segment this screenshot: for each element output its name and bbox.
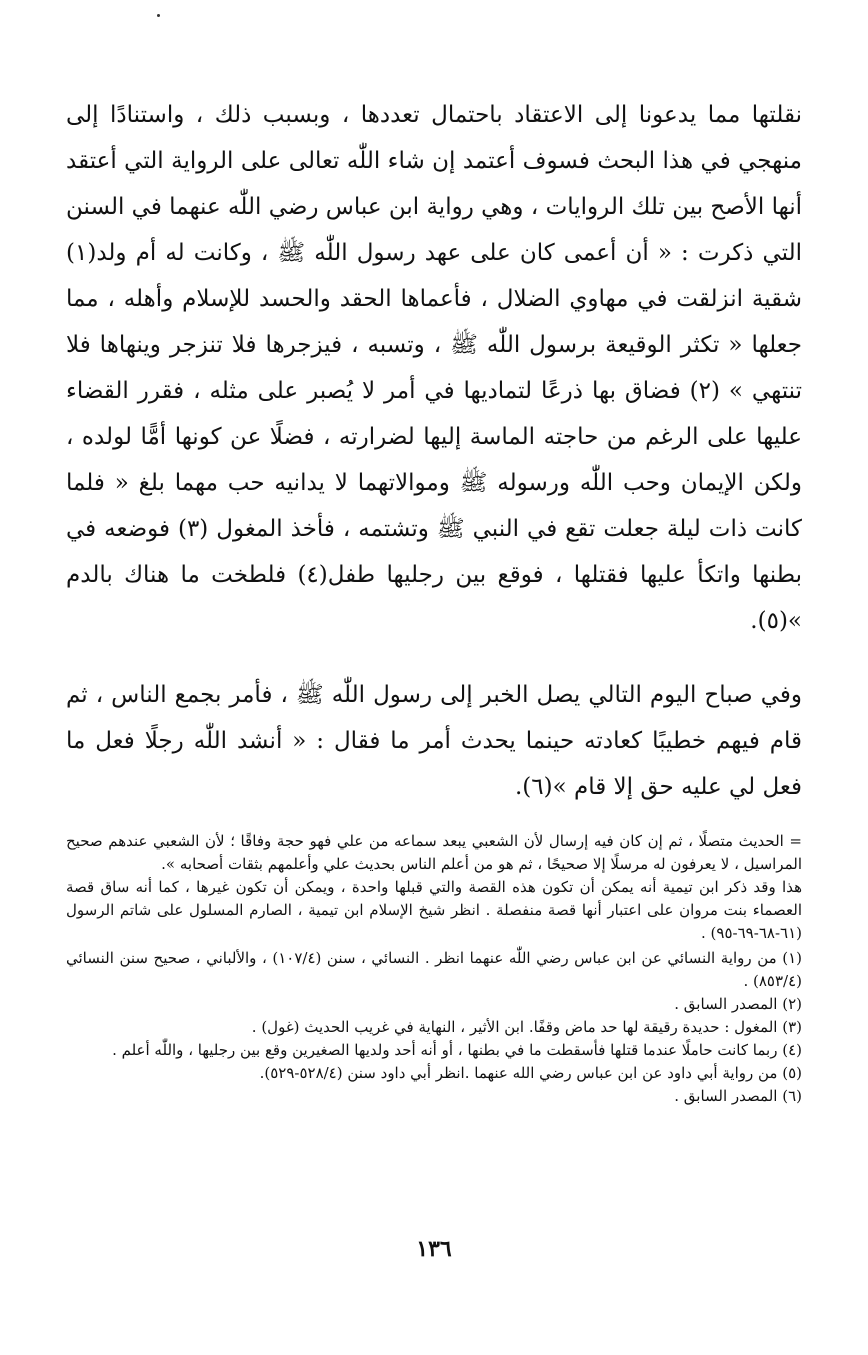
page-number: ١٣٦ <box>416 1236 452 1262</box>
footnote-1: (١) من رواية النسائي عن ابن عباس رضي اللّٰه عنهما انظر . النسائي ، سنن (١٠٧/٤) ، والألباني ، صحيح سنن النسائي (٨٥٣/٤) . <box>66 949 802 990</box>
body-paragraph-1: نقلتها مما يدعونا إلى الاعتقاد باحتمال تعددها ، وبسبب ذلك ، واستنادًا إلى منهجي في هذا البحث فسوف أعتمد إن شاء اللّٰه تعالى على الرواية التي أعتقد أنها الأصح بين تلك الروايات ، وهي رواية ابن عباس رضي اللّٰه عنهما في السنن التي ذكرت : « أن أعمى كان على عهد رسول اللّٰه ﷺ ، وكانت له أم ولد(١) شقية انزلقت في مهاوي الضلال ، فأعماها الحقد والحسد للإسلام وأهله ، مما جعلها « تكثر الوقيعة برسول اللّٰه ﷺ ، وتسبه ، فيزجرها فلا تنزجر وينهاها فلا تنتهي » (٢) فضاق بها ذرعًا لتماديها في أمر لا يُصبر على مثله ، فقرر القضاء عليها على الرغم من حاجته الماسة إليها لضرارته ، فضلًا عن كونها أمًّا لولده ، ولكن الإيمان وحب اللّٰه ورسوله ﷺ وموالاتهما لا يدانيه حب مهما بلغ « فلما كانت ذات ليلة جعلت تقع في النبي ﷺ وتشتمه ، فأخذ المغول (٣) فوضعه في بطنها واتكأ عليها فقتلها ، فوقع بين رجليها طفل(٤) فلطخت ما هناك بالدم »(٥). <box>66 102 803 634</box>
body-paragraph-2: وفي صباح اليوم التالي يصل الخبر إلى رسول اللّٰه ﷺ ، فأمر بجمع الناس ، ثم قام فيهم خطيبًا كعادته حينما يحدث أمر ما فقال : « أنشد اللّٰه رجلًا فعل ما فعل لي عليه حق إلا قام »(٦). <box>66 682 802 800</box>
footnote-continuation: = الحديث متصلًا ، ثم إن كان فيه إرسال لأن الشعبي يبعد سماعه من علي فهو حجة وفاقًا ؛ لأن الشعبي عندهم صحيح المراسيل ، لا يعرفون له مرسلًا إلا صحيحًا ، ثم هو من أعلم الناس بحديث علي وأعلمهم بثقات أصحابه ». <box>66 832 802 873</box>
footnote-4: (٤) ربما كانت حاملًا عندما قتلها فأسقطت ما في بطنها ، أو أنه أحد ولديها الصغيرين وقع بين رجليها ، واللّٰه أعلم . <box>112 1041 802 1059</box>
footnote-5: (٥) من رواية أبي داود عن ابن عباس رضي الله عنهما .انظر أبي داود سنن (٥٢٨/٤-٥٢٩). <box>259 1064 802 1082</box>
print-speck <box>157 14 160 17</box>
footnote-3: (٣) المغول : حديدة رقيقة لها حد ماض وقفًا. ابن الأثير ، النهاية في غريب الحديث (غول) . <box>251 1018 802 1036</box>
footnote-ibn-taymiyya: هذا وقد ذكر ابن تيمية أنه يمكن أن تكون هذه القصة والتي قبلها واحدة ، ويمكن أن تكون غيرها ، كما أنه ساق قصة العصماء بنت مروان على اعتبار أنها قصة منفصلة . انظر شيخ الإسلام ابن تيمية ، الصارم المسلول على شاتم الرسول (٦١-٦٨-٦٩-٩٥) . <box>66 878 802 942</box>
footnotes <box>66 830 802 1108</box>
footnote-separator <box>66 820 802 821</box>
footnote-2: (٢) المصدر السابق . <box>674 995 802 1013</box>
footnote-6: (٦) المصدر السابق . <box>674 1087 802 1105</box>
